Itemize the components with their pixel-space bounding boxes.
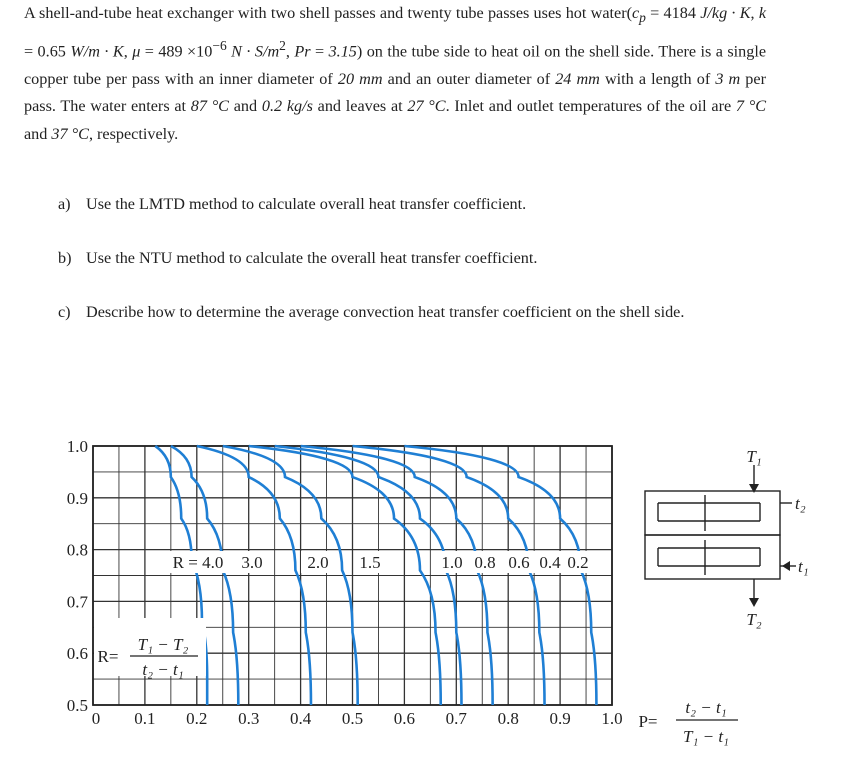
label-T1: T₁ (746, 447, 762, 466)
question-label: a) (58, 195, 71, 213)
r-formula-num: T₁ − T₂ (137, 635, 189, 654)
x-tick-label: 0.9 (549, 709, 571, 728)
question-label: b) (58, 249, 72, 267)
chart-labels (31, 437, 738, 773)
label-T2: T₂ (746, 610, 762, 629)
r-value-label: 0.6 (508, 553, 530, 572)
problem-statement: A shell-and-tube heat exchanger with two shell passes and twenty tube passes uses hot $water(c_p = 4184$ J/kg · K, k = 0.65 W/m · K, $\mu = 489 \times 10^{-6}$ $N \cdot S/m^2$, Pr = 3.15) on the tube side to heat oil on the shell side. There is a single copper tube per pass with an inner diameter of 20 mm and an outer diameter of 24 mm with a length of 3 m per pass. The water enters at 87 °C and 0.2 kg/s and leaves at 27 °C. Inlet and outlet temperatures of the oil are 7 °C and 37 °C, respectively. (24, 4, 767, 143)
p-formula-num: t₂ − t₁ (685, 698, 727, 717)
r-value-label: 0.4 (539, 553, 561, 572)
tube-upper (658, 503, 760, 521)
r-value-label: 0.2 (567, 553, 589, 572)
r-formula-den: t₂ − t₁ (142, 660, 184, 679)
y-tick-label: 0.9 (66, 488, 88, 508)
question-a (58, 191, 770, 218)
y-tick-label: 0.6 (66, 644, 88, 664)
tube-lower (658, 548, 760, 566)
x-tick-label: 0.3 (238, 709, 260, 728)
r-value-label: 2.0 (307, 553, 329, 572)
x-tick-label: 1.0 (601, 709, 623, 728)
r-value-label: 0.8 (474, 553, 496, 572)
label-t2: t₂ (795, 494, 806, 513)
r-value-label: R = 4.0 (172, 553, 224, 572)
y-tick-label: 0.7 (66, 592, 88, 612)
x-tick-label: 0.8 (497, 709, 519, 728)
cold-inlet-arrow-icon (782, 561, 790, 571)
x-tick-label: 0.2 (186, 709, 208, 728)
x-tick-label: 0.4 (289, 709, 312, 728)
x-tick-label: 0.6 (393, 709, 416, 728)
x-tick-label: 0.1 (134, 709, 156, 728)
question-label: c) (58, 303, 71, 321)
r-value-label: 1.5 (359, 553, 381, 572)
p-formula-lhs: P= (638, 712, 658, 731)
question-c (58, 299, 770, 326)
y-tick-label: 0.8 (66, 540, 88, 560)
x-tick-label: 0.5 (341, 709, 364, 728)
x-tick-label: 0.7 (445, 709, 467, 728)
exchanger-schematic (645, 447, 809, 629)
p-formula-den: T₁ − t₁ (683, 727, 729, 746)
question-text: Use the NTU method to calculate the overall heat transfer coefficient. (86, 249, 538, 267)
question-b (58, 245, 770, 272)
r-value-label: 3.0 (241, 553, 263, 572)
x-tick-label: 0 (91, 709, 101, 728)
r-formula-lhs: R= (97, 647, 119, 666)
question-text: Describe how to determine the average convection heat transfer coefficient on the shell side. (86, 303, 685, 321)
y-tick-label: 1.0 (66, 437, 88, 456)
y-tick-label: 0.5 (66, 696, 88, 715)
correction-factor-chart (0, 400, 848, 773)
label-t1: t₁ (798, 557, 809, 576)
question-text: Use the LMTD method to calculate overall heat transfer coefficient. (86, 195, 527, 213)
hot-outlet-arrow-icon (749, 598, 759, 607)
r-value-label: 1.0 (441, 553, 463, 572)
